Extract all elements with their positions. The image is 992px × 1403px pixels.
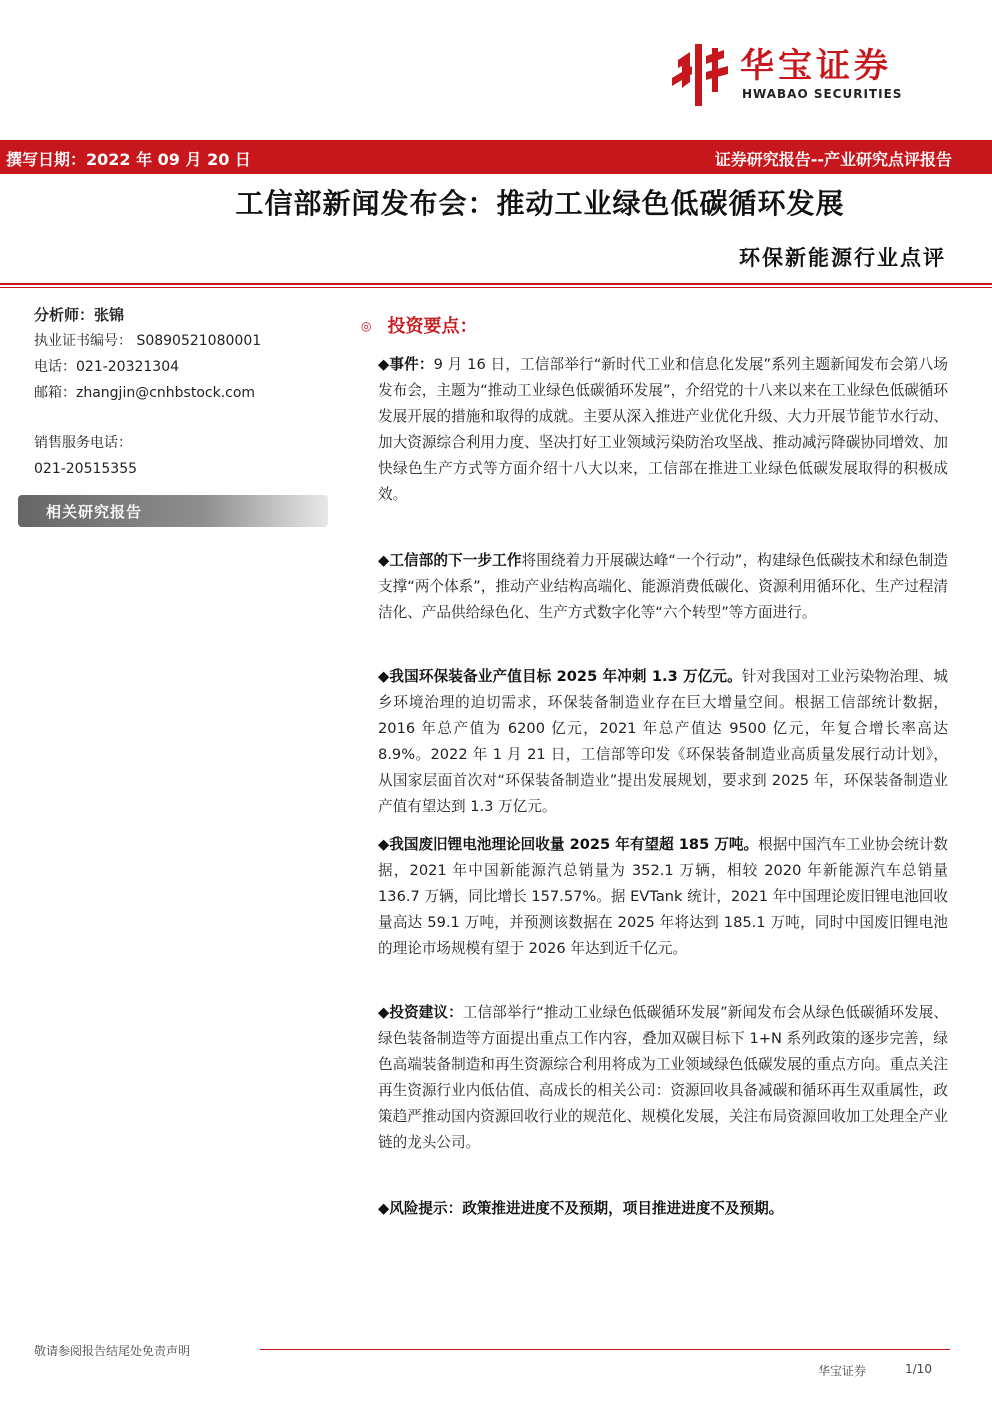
paragraph-lead: ◆投资建议： — [378, 1004, 463, 1021]
analyst-sidebar — [34, 302, 334, 482]
paragraph-battery-recycling — [378, 832, 948, 962]
header-bar — [0, 140, 992, 174]
hwabao-logo-icon — [668, 42, 730, 108]
footer-company: 华宝证券 — [818, 1364, 867, 1378]
paragraph-text: 9 月 16 日，工信部举行“新时代工业和信息化发展”系列主题新闻发布会第八场发布会，主题为“推动工业绿色低碳循环发展”，介绍党的十八来以来在工业绿色低碳循环发展开展的措施和取得的成就。主要从深入推进产业优化升级、大力开展节能节水行动、加大资源综合利用力度、坚决打好工业领域污染防治攻坚战、推动减污降碳协同增效、加快绿色生产方式等方面介绍十八大以来，工信部在推进工业绿色低碳发展取得的积极成效。 — [378, 356, 948, 503]
related-reports-label: 相关研究报告 — [46, 503, 143, 521]
paragraph-lead: ◆我国废旧锂电池理论回收量 2025 年有望超 185 万吨。 — [378, 836, 759, 853]
report-subtitle: 环保新能源行业点评 — [739, 246, 946, 270]
paragraph-lead: ◆事件： — [378, 356, 434, 373]
page-number: 1/10 — [905, 1362, 932, 1376]
report-date: 撰写日期：2022 年 09 月 20 日 — [6, 150, 251, 169]
paragraph-risk-warning — [378, 1196, 948, 1222]
paragraph-investment-advice — [378, 1000, 948, 1156]
header-divider — [0, 283, 992, 285]
footer-divider — [260, 1349, 950, 1350]
paragraph-lead: ◆我国环保装备业产值目标 2025 年冲刺 1.3 万亿元。 — [378, 668, 742, 685]
analyst-name: 分析师：张锦 — [34, 306, 125, 324]
paragraph-event — [378, 352, 948, 508]
sales-phone-number: 021-20515355 — [34, 461, 138, 477]
key-points-heading — [361, 312, 477, 338]
report-title: 工信部新闻发布会：推动工业绿色低碳循环发展 — [235, 187, 845, 220]
footer-disclaimer: 敬请参阅报告结尾处免责声明 — [34, 1344, 191, 1358]
logo-english-name: HWABAO SECURITIES — [742, 87, 903, 101]
header-divider-thin — [0, 287, 992, 288]
company-logo — [668, 40, 948, 110]
paragraph-next-steps — [378, 548, 948, 626]
paragraph-equipment-target — [378, 664, 948, 820]
paragraph-text: 根据中国汽车工业协会统计数据，2021 年中国新能源汽总销量为 352.1 万辆，相较 2020 年新能源汽车总销量 136.7 万辆，同比增长 157.57%。据 EVTank 统计，2021 年中国理论废旧锂电池回收量高达 59.1 万吨，并预测该数据在 2025 年将达到 185.1 万吨，同时中国废旧锂电池的理论市场规模有望于 2026 年达到近千亿元。 — [378, 836, 948, 957]
paragraph-text: 政策推进进度不及预期，项目推进进度不及预期。 — [462, 1200, 784, 1217]
paragraph-text: 工信部举行“推动工业绿色低碳循环发展”新闻发布会从绿色低碳循环发展、绿色装备制造等方面提出重点工作内容，叠加双碳目标下 1+N 系列政策的逐步完善，绿色高端装备制造和再生资源综合利用将成为工业领域绿色低碳发展的重点方向。重点关注再生资源行业内低估值、高成长的相关公司：资源回收具备减碳和循环再生双重属性，政策趋严推动国内资源回收行业的规范化、规模化发展，关注布局资源回收加工处理全产业链的龙头公司。 — [378, 1004, 948, 1151]
email-address: 邮箱：zhangjin@cnhbstock.com — [34, 385, 256, 401]
report-type: 证券研究报告--产业研究点评报告 — [714, 150, 952, 169]
phone-number: 电话：021-20321304 — [34, 359, 180, 375]
paragraph-text: 针对我国对工业污染物治理、城乡环境治理的迫切需求，环保装备制造业存在巨大增量空间。根据工信部统计数据，2016 年总产值为 6200 亿元，2021 年总产值达 9500 亿元，年复合增长率高达 8.9%。2022 年 1 月 21 日，工信部等印发《环保装备制造业高质量发展行动计划》，从国家层面首次对“环保装备制造业”提出发展规划，要求到 2025 年，环保装备制造业产值有望达到 1.3 万亿元。 — [378, 668, 948, 815]
paragraph-lead: ◆工信部的下一步工作 — [378, 552, 522, 569]
logo-chinese-name: 华宝证券 — [740, 46, 892, 86]
target-bullet-icon: ◎ — [361, 319, 372, 333]
paragraph-text: 将围绕着力开展碳达峰“一个行动”，构建绿色低碳技术和绿色制造支撑“两个体系”，推动产业结构高端化、能源消费低碳化、资源利用循环化、生产过程清洁化、产品供给绿色化、生产方式数字化等“六个转型”等方面进行。 — [378, 552, 948, 621]
paragraph-lead: ◆风险提示： — [378, 1200, 463, 1217]
key-points-title: 投资要点： — [387, 316, 478, 337]
related-reports-banner — [18, 495, 328, 527]
sales-phone-label: 销售服务电话： — [34, 435, 132, 451]
license-number: 执业证书编号： S0890521080001 — [34, 333, 262, 349]
